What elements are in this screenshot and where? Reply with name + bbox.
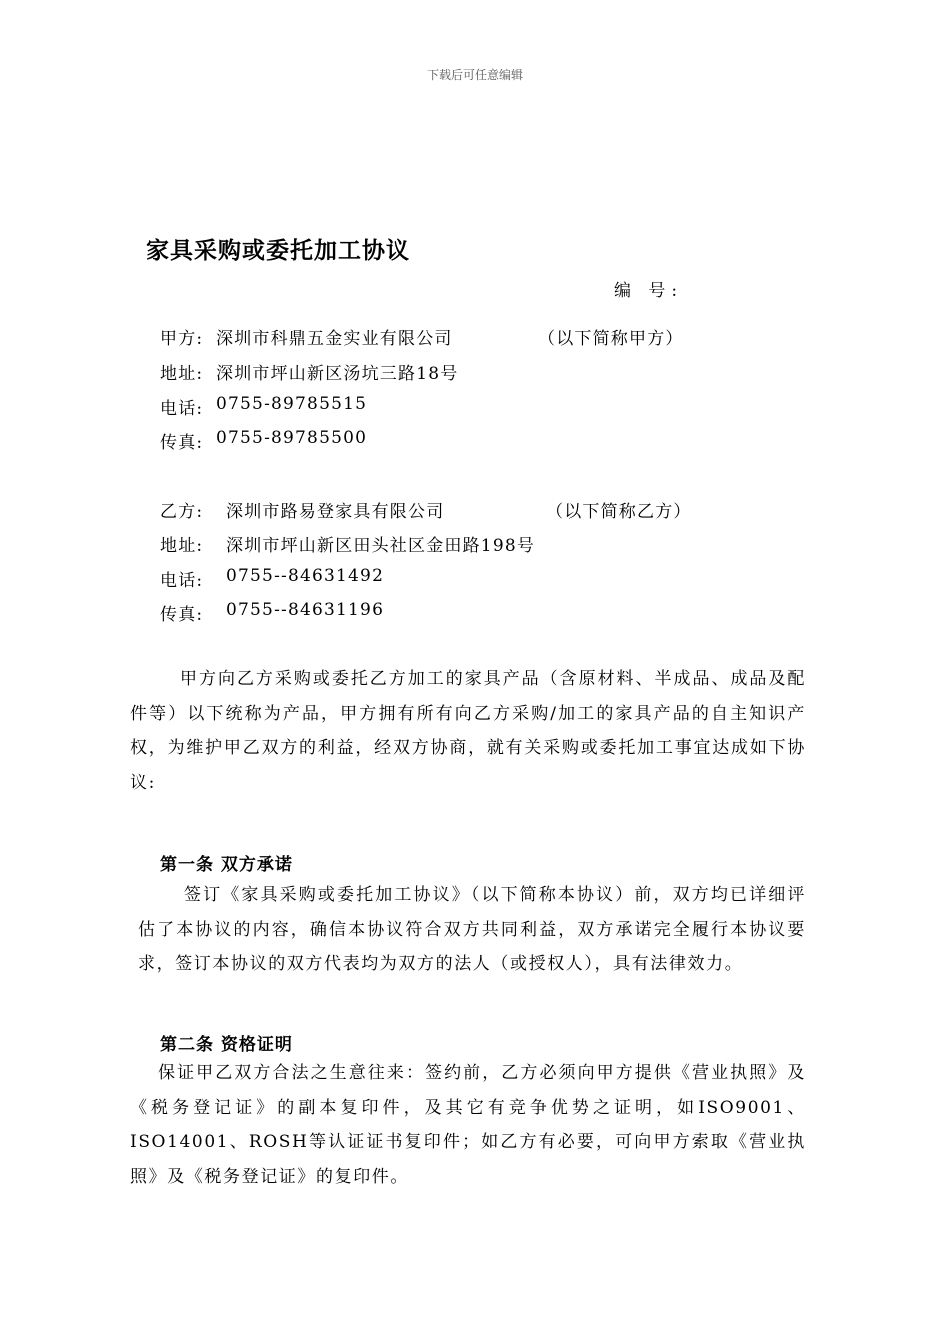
document-number-label: 编 号: — [614, 281, 684, 301]
party-b-address-label: 地址: — [160, 536, 204, 556]
party-a-address: 深圳市坪山新区汤坑三路18号 — [216, 364, 459, 384]
party-b-phone-row — [160, 566, 800, 591]
document-title: 家具采购或委托加工协议 — [146, 237, 410, 264]
party-a-phone: 0755-89785515 — [216, 394, 368, 414]
article-2-body: 保证甲乙双方合法之生意往来：签约前，乙方必须向甲方提供《营业执照》及《税务登记证》的副本复印件，及其它有竞争优势之证明，如ISO9001、ISO14001、ROSH等认证证书复印件；如乙方有必要，可向甲方索取《营业执照》及《税务登记证》的复印件。 — [130, 1063, 806, 1187]
article-1-heading: 第一条 双方承诺 — [160, 855, 293, 875]
party-b-name: 深圳市路易登家具有限公司 — [226, 502, 445, 522]
party-b-address: 深圳市坪山新区田头社区金田路198号 — [226, 536, 536, 556]
intro-paragraph: 甲方向乙方采购或委托乙方加工的家具产品（含原材料、半成品、成品及配件等）以下统称为产品，甲方拥有所有向乙方采购/加工的家具产品的自主知识产权，为维护甲乙双方的利益，经双方协商，就有关采购或委托加工事宜达成如下协议: — [130, 669, 806, 793]
party-b-fax-label: 传真: — [160, 605, 204, 625]
party-a-fax: 0755-89785500 — [216, 428, 368, 448]
party-b-name-label: 乙方: — [160, 502, 204, 522]
party-a-phone-row — [160, 394, 800, 419]
party-a-phone-label: 电话: — [160, 399, 204, 419]
party-b-fax: 0755--84631196 — [226, 600, 385, 620]
party-b-fax-row — [160, 600, 800, 625]
party-a-fax-row — [160, 428, 800, 453]
party-a-name-row — [160, 324, 800, 349]
party-b-short-name: （以下简称乙方） — [546, 502, 692, 522]
party-b-name-row — [160, 497, 800, 522]
party-b-phone-label: 电话: — [160, 571, 204, 591]
party-a-short-name: （以下简称甲方） — [538, 329, 684, 349]
article-2-heading: 第二条 资格证明 — [160, 1035, 293, 1055]
party-a-name-label: 甲方: — [160, 329, 204, 349]
party-a-name: 深圳市科鼎五金实业有限公司 — [216, 329, 453, 349]
party-a-fax-label: 传真: — [160, 433, 204, 453]
page-header-note: 下载后可任意编辑 — [426, 68, 523, 82]
party-a-address-label: 地址: — [160, 364, 204, 384]
article-1-body: 签订《家具采购或委托加工协议》（以下简称本协议）前，双方均已详细评估了本协议的内容，确信本协议符合双方共同利益，双方承诺完全履行本协议要求，签订本协议的双方代表均为双方的法人（或授权人），具有法律效力。 — [138, 885, 806, 974]
party-b-address-row — [160, 531, 800, 556]
party-a-address-row — [160, 359, 800, 384]
party-b-phone: 0755--84631492 — [226, 566, 385, 586]
